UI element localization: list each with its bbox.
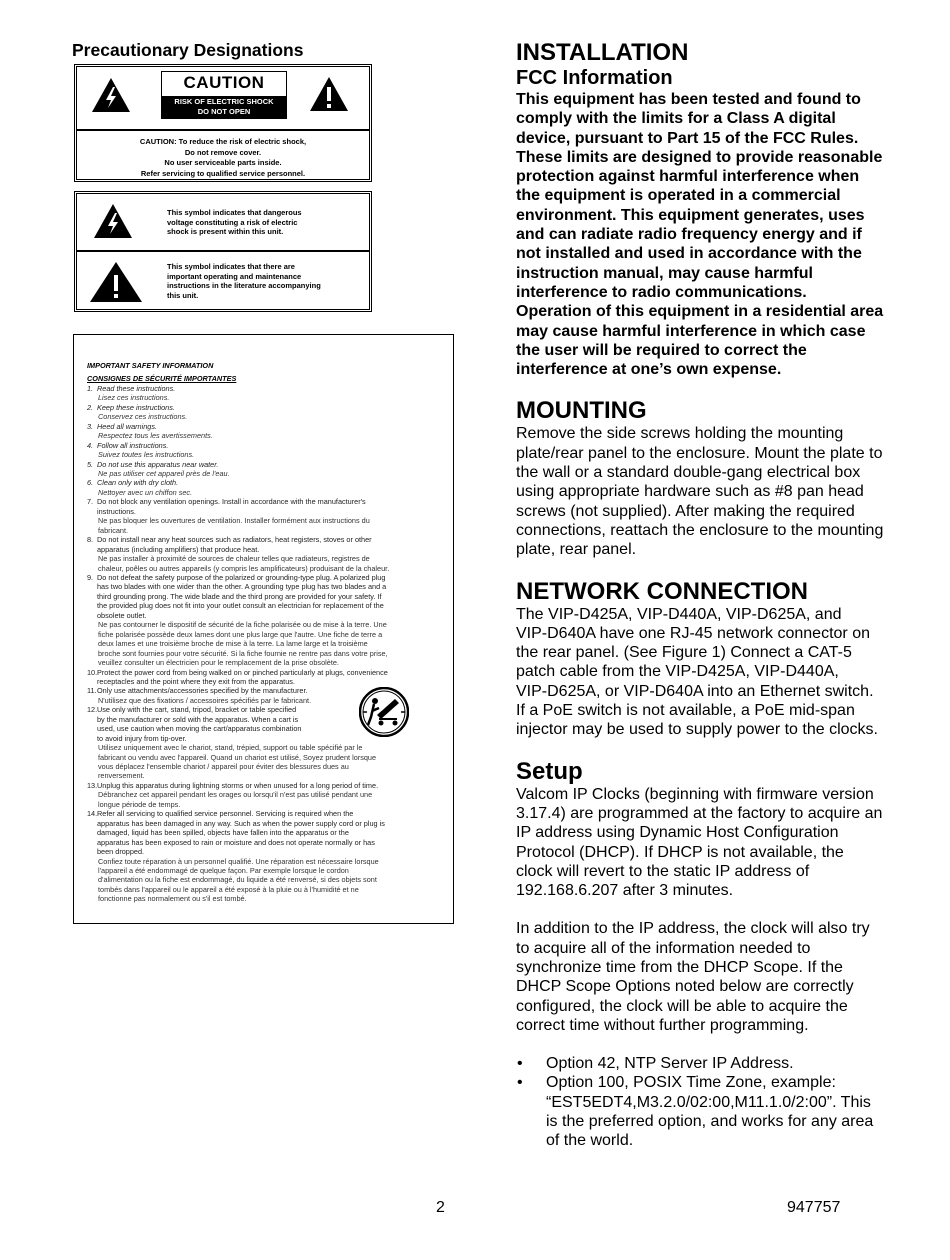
safety-item-fr-line: Ne pas contourner le dispositif de sécurité de la fiche polarisée ou de mise à la terre. Une (98, 620, 387, 630)
paragraph-line: synchronize time from the DHCP Scope. If the (516, 958, 843, 976)
caution-text (77, 137, 369, 179)
safety-item-text (97, 668, 439, 687)
safety-item-fr-line: longue période de temps. (98, 799, 181, 809)
caution-text-line: Do not remove cover. (184, 147, 262, 157)
safety-item-fr-line: l'appareil a été endommagé de quelque façon. Par exemple lorsque le cordon (98, 866, 349, 876)
safety-item-line: Refer all servicing to qualified service personnel. Servicing is required when the (97, 809, 354, 819)
symbol-text-line: instructions in the literature accompanying (167, 281, 321, 290)
paragraph-line: Operation of this equipment in a residential area (516, 303, 884, 321)
paragraph-line: connections, reattach the enclosure to the mounting (516, 521, 884, 539)
paragraph-line: 3.17.4) are programmed at the factory to acquire an (516, 804, 883, 822)
safety-item-fr-line: fabricant ou vendu avec l'appareil. Quand un chariot est utilisé, Soyez prudent lorsque (98, 752, 377, 762)
safety-item-number: 14. (87, 809, 98, 819)
dhcp-option-item (516, 1054, 906, 1073)
paragraph-line: The VIP-D425A, VIP-D440A, VIP-D625A, and (516, 605, 842, 623)
paragraph-line: configured, the clock will be able to acquire the (516, 997, 848, 1015)
safety-item-line: damaged, liquid has been spilled, objects have fallen into the apparatus or the (97, 828, 349, 838)
bullet-line: of the world. (546, 1132, 634, 1150)
safety-item-text (97, 497, 439, 516)
safety-item-fr-line: Confiez toute réparation à un personnel qualifié. Une réparation est nécessaire lorsque (98, 856, 379, 866)
paragraph-line: the user will be required to correct the (516, 341, 807, 359)
safety-item (87, 441, 439, 450)
safety-item-fr-line: Débranchez cet appareil pendant les orages ou lorsqu'il n'est pas utilisé pendant une (98, 790, 373, 800)
symbol-text-line: this unit. (167, 290, 199, 300)
safety-items (87, 384, 439, 904)
paragraph-line: If a PoE switch is not available, a PoE mid-span (516, 702, 855, 720)
paragraph-line: patch cable from the VIP-D425A, VIP-D440A, (516, 663, 839, 681)
symbol-text-line: This symbol indicates that there are (167, 262, 295, 271)
symbol-text-line: This symbol indicates that dangerous (167, 208, 302, 217)
paragraph-line: plate/rear panel to the enclosure. Mount the plate to (516, 444, 883, 462)
safety-item-fr-line: fiche polarisée possède deux lames dont une plus large que l'autre. Une fiche de terre a (98, 629, 383, 639)
safety-item-line: instructions. (97, 506, 136, 516)
safety-item-text (97, 460, 439, 469)
safety-item-line: Read these instructions. (97, 383, 176, 393)
safety-item-line: Protect the power cord from being walked on or pinched particularly at plugs, convenience (97, 667, 388, 677)
paragraph-line: Remove the side screws holding the mounting (516, 425, 844, 443)
safety-item-number: 9. (87, 572, 94, 582)
safety-item-line: Clean only with dry cloth. (97, 478, 179, 488)
caution-word: CAUTION (183, 73, 265, 92)
safety-item-text (97, 478, 439, 487)
paragraph-line: not installed and used in accordance with the (516, 245, 862, 263)
paragraph-line: instruction manual, may cause harmful (516, 264, 813, 282)
safety-item-line: apparatus has been damaged in any way. Such as when the power supply cord or plug is (97, 818, 385, 828)
safety-item (87, 460, 439, 469)
safety-heading: IMPORTANT SAFETY INFORMATION (87, 361, 214, 370)
voltage-symbol-text (167, 208, 357, 237)
safety-item (87, 478, 439, 487)
instructions-symbol-text (167, 262, 357, 300)
paragraph-line: VIP-D640A have one RJ-45 network connector on (516, 624, 870, 642)
setup-paragraph-2 (516, 919, 906, 1035)
safety-information-box (73, 334, 454, 924)
paragraph-line: Protocol (DHCP). If DHCP is not available, the (516, 843, 844, 861)
safety-item-fr-line: Ne pas installer à proximité de sources de chaleur telles que radiateurs, registres de (98, 554, 370, 564)
bullet-line: Option 42, NTP Server IP Address. (546, 1055, 794, 1073)
safety-item (87, 384, 439, 393)
safety-item-number: 12. (87, 705, 98, 715)
paragraph-line: clock will revert to the static IP address of (516, 862, 810, 880)
paragraph-line: protection against harmful interference when (516, 168, 860, 186)
bullet-line: Option 100, POSIX Time Zone, example: (546, 1074, 836, 1092)
installation-title: INSTALLATION (516, 39, 689, 66)
safety-item-line: used, use caution when moving the cart/apparatus combination (97, 724, 302, 734)
setup-title: Setup (516, 757, 583, 785)
bullet-dot: • (517, 1055, 523, 1073)
paragraph-line: interference at one’s own expense. (516, 361, 782, 379)
safety-item (87, 497, 439, 516)
safety-item-fr-line: tombés dans l'appareil ou le appareil a été exposé à la pluie ou à l'humidité et ne (98, 884, 359, 894)
mounting-title: MOUNTING (516, 397, 647, 425)
safety-item-text (97, 781, 439, 790)
safety-item (87, 809, 439, 856)
network-connection-title: NETWORK CONNECTION (516, 577, 808, 605)
paragraph-line: using appropriate hardware such as #8 pan head (516, 483, 864, 501)
paragraph-line: VIP-D625A, or VIP-D640A into an Ethernet switch. (516, 682, 874, 700)
safety-item-number: 6. (87, 478, 94, 488)
safety-item-fr-line: fonctionne pas normalement ou s'il est tombé. (98, 894, 247, 904)
safety-item-fr-line: Utilisez uniquement avec le chariot, stand, trépied, support ou table spécifié par le (98, 743, 363, 753)
caution-text-line: CAUTION: To reduce the risk of electric shock, (139, 137, 307, 146)
safety-item-line: Do not block any ventilation openings. Install in accordance with the manufacturer's (97, 497, 366, 507)
safety-item-fr-line: Nettoyer avec un chiffon sec. (98, 487, 193, 497)
caution-shock-line2: DO NOT OPEN (197, 107, 251, 116)
paragraph-line: and can radiate radio frequency energy and if (516, 226, 862, 244)
cart-tipover-warning-icon (359, 687, 409, 737)
paragraph-line: to acquire all of the information needed to (516, 939, 811, 957)
paragraph-line: These limits are designed to provide reasonable (516, 148, 883, 166)
safety-item-line: Use only with the cart, stand, tripod, bracket or table specified (97, 705, 297, 715)
safety-list (87, 361, 439, 904)
paragraph-line: the wall or a standard double-gang electrical box (516, 464, 861, 482)
caution-text-line: Refer servicing to qualified service personnel. (140, 168, 306, 178)
paragraph-line: IP address using Dynamic Host Configuration (516, 824, 839, 842)
network-paragraph (516, 605, 906, 740)
safety-item-text (97, 809, 439, 856)
safety-item-number: 10. (87, 667, 98, 677)
safety-item-text (97, 403, 439, 412)
safety-item (87, 403, 439, 412)
setup-paragraph (516, 785, 906, 901)
page-number: 2 (436, 1199, 445, 1216)
paragraph-line: In addition to the IP address, the clock will also try (516, 920, 870, 938)
paragraph-line: DHCP Scope Options noted below are correctly (516, 978, 854, 996)
safety-item-line: Follow all instructions. (97, 440, 169, 450)
safety-item-line: has two blades with one wider than the other. A grounding type plug has two blades and a (97, 582, 387, 592)
paragraph-line: environment. This equipment generates, uses (516, 206, 865, 224)
caution-shock-line1: RISK OF ELECTRIC SHOCK (174, 97, 274, 106)
safety-item-fr-line: Conservez ces instructions. (98, 412, 188, 422)
safety-item-line: been dropped. (97, 847, 145, 857)
safety-item-line: third grounding prong. The wide blade and the third prong are provided for your safety. If (97, 591, 382, 601)
safety-item-line: Unplug this apparatus during lightning storms or when unused for a long period of time. (97, 780, 379, 790)
symbol-text-line: shock is present within this unit. (167, 227, 284, 236)
paragraph-line: 192.168.6.207 after 3 minutes. (516, 882, 734, 900)
installation-column (516, 40, 906, 1151)
safety-item-number: 11. (87, 686, 97, 696)
safety-item-fr-line: Ne pas bloquer les ouvertures de ventilation. Installer formément aux instructions du (98, 516, 370, 526)
safety-item-fr-line: N'utilisez que des fixations / accessoires spécifiés par le fabricant. (98, 695, 312, 705)
caution-text-line: No user serviceable parts inside. (164, 158, 282, 167)
paragraph-line: This equipment has been tested and found to (516, 91, 861, 108)
safety-item-line: Do not defeat the safety purpose of the polarized or grounding-type plug. A polarized plug (97, 572, 386, 582)
safety-item-fr-line: d'alimentation ou la fiche est endommagé, du liquide a été renversé, si des objets sont (98, 875, 377, 885)
paragraph-line: correct time without further programming. (516, 1016, 809, 1034)
safety-item-number: 5. (87, 459, 94, 469)
paragraph-line: the equipment is operated in a commercial (516, 187, 841, 205)
safety-item-text (97, 422, 439, 431)
symbol-legend-box (74, 191, 372, 312)
safety-item-text (97, 384, 439, 393)
safety-item-line: Do not use this apparatus near water. (97, 459, 219, 469)
safety-item (87, 668, 439, 687)
safety-item-number: 7. (87, 497, 94, 507)
safety-item-line: Keep these instructions. (97, 402, 175, 412)
safety-item (87, 535, 439, 554)
safety-item-number: 8. (87, 535, 94, 545)
symbol-divider (77, 250, 369, 252)
paragraph-line: may cause harmful interference in which case (516, 322, 866, 340)
safety-item-line: apparatus (including amplifiers) that produce heat. (97, 544, 260, 554)
safety-item-line: obsolete outlet. (97, 610, 147, 620)
safety-item-text (97, 535, 439, 554)
fcc-title: FCC Information (516, 67, 673, 89)
safety-item-fr-line: deux lames et une troisième broche de mise à la terre. La lame large et la troisième (98, 639, 368, 649)
safety-item-text (97, 441, 439, 450)
caution-shock-banner (162, 96, 286, 118)
safety-item-fr-line: broche sont fournies pour votre sécurité. Si la fiche fournie ne rentre pas dans votre prise, (98, 648, 388, 658)
safety-item-fr-line: veuillez consulter un électricien pour le remplacement de la prise obsolète. (98, 658, 339, 668)
safety-item (87, 781, 439, 790)
mounting-paragraph (516, 424, 906, 559)
safety-item-fr-line: renversement. (98, 771, 145, 781)
document-number: 947757 (787, 1199, 841, 1216)
bullet-dot: • (517, 1074, 523, 1092)
safety-item-number: 3. (87, 421, 94, 431)
paragraph-line: screws (not supplied). After making the required (516, 502, 855, 520)
dhcp-option-list (516, 1054, 906, 1150)
caution-divider (77, 129, 369, 131)
bullet-line: is the preferred option, and works for any area (546, 1113, 874, 1131)
symbol-text-line: voltage constituting a risk of electric (167, 217, 298, 227)
caution-box (74, 64, 372, 182)
safety-item-fr-line: Suivez toutes les instructions. (98, 450, 195, 460)
paragraph-line: interference to radio communications. (516, 283, 807, 301)
safety-item-fr-line: Lisez ces instructions. (98, 393, 170, 403)
safety-item-fr-line: Ne pas utiliser cet appareil près de l'eau. (98, 468, 230, 478)
caution-header (77, 67, 369, 129)
safety-heading-fr: CONSIGNES DE SÉCURITÉ IMPORTANTES (87, 374, 237, 384)
safety-item-line: Do not install near any heat sources such as radiators, heat registers, stoves or other (97, 535, 372, 545)
paragraph-line: the rear panel. (See Figure 1) Connect a CAT-5 (516, 644, 852, 662)
safety-item-number: 4. (87, 440, 94, 450)
precautionary-title: Precautionary Designations (72, 40, 304, 60)
exclamation-triangle-icon (309, 76, 349, 112)
safety-item-fr-line: vous déplacez l'ensemble chariot / appareil pour éviter des blessures dues au (98, 762, 349, 772)
safety-item-line: by the manufacturer or sold with the apparatus. When a cart is (97, 714, 299, 724)
lightning-triangle-icon (91, 77, 131, 113)
safety-item-number: 1. (87, 383, 94, 393)
safety-item-line: the provided plug does not fit into your outlet consult an electrician for replacement of the (97, 601, 384, 611)
safety-item-number: 13. (87, 780, 98, 790)
paragraph-line: plate, rear panel. (516, 541, 637, 559)
safety-item-fr-line: fabricant. (98, 525, 129, 535)
safety-item-line: receptacles and the point where they exit from the apparatus. (97, 676, 295, 686)
safety-item-number: 2. (87, 402, 94, 412)
safety-item-line: Only use attachments/accessories specified by the manufacturer. (97, 686, 308, 696)
caution-label (161, 71, 287, 119)
paragraph-line: injector may be used to supply power to the clocks. (516, 721, 878, 739)
safety-item (87, 422, 439, 431)
exclamation-triangle-icon (89, 261, 143, 303)
safety-item-line: Heed all warnings. (97, 421, 158, 431)
safety-item-fr-line: chaleur, poêles ou autres appareils (y compris les amplificateurs) produisant de la chaleur. (98, 563, 390, 573)
safety-item (87, 573, 439, 620)
symbol-text-line: important operating and maintenance (167, 271, 302, 281)
paragraph-line: comply with the limits for a Class A digital (516, 110, 836, 128)
bullet-line: “EST5EDT4,M3.2.0/02:00,M11.1.0/2:00”. This (546, 1093, 871, 1111)
paragraph-line: Valcom IP Clocks (beginning with firmware version (516, 785, 874, 803)
safety-item-line: apparatus has been exposed to rain or moisture and does not operate normally or has (97, 837, 375, 847)
lightning-triangle-icon (93, 203, 133, 239)
fcc-paragraph (516, 90, 906, 379)
safety-item-text (97, 573, 439, 620)
safety-item-fr-line: Respectez tous les avertissements. (98, 431, 213, 441)
paragraph-line: device, pursuant to Part 15 of the FCC Rules. (516, 129, 859, 147)
safety-item-line: to avoid injury from tip-over. (97, 733, 187, 743)
dhcp-option-item (516, 1073, 906, 1150)
